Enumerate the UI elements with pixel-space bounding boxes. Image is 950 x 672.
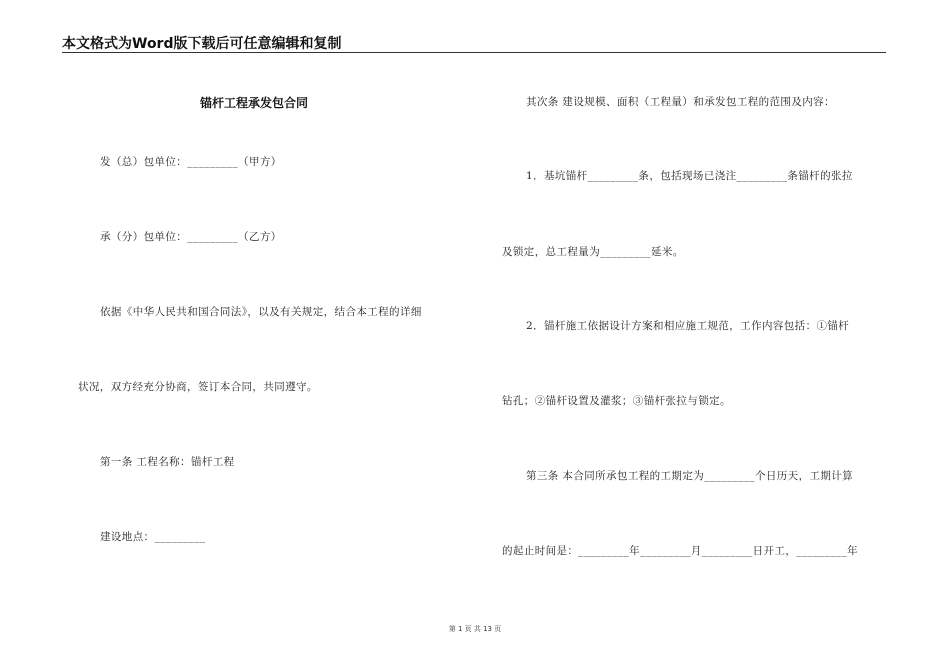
paragraph-line: 的起止时间是：_________年_________月_________日开工，_________年 (502, 545, 858, 557)
site-location-line: 建设地点：_________ (100, 531, 206, 543)
subcontractor-line: 承（分）包单位：_________（乙方） (100, 231, 282, 243)
paragraph-line: 依据《中华人民共和国合同法》，以及有关规定，结合本工程的详细 (100, 306, 422, 318)
page-footer: 第 1 页 共 13 页 (448, 625, 502, 633)
paragraph-line: 钻孔；②锚杆设置及灌浆；③锚杆张拉与锁定。 (502, 395, 731, 407)
paragraph-line: 1．基坑锚杆_________条，包括现场已浇注_________条锚杆的张拉 (526, 170, 853, 182)
document-banner: 本文格式为Word版下载后可任意编辑和复制 (62, 36, 342, 52)
article-two-line: 其次条 建设规模、面积（工程量）和承发包工程的范围及内容： (526, 96, 835, 108)
article-three-line: 第三条 本合同所承包工程的工期定为_________个日历天，工期计算 (526, 470, 854, 482)
paragraph-line: 状况，双方经充分协商，签订本合同，共同遵守。 (78, 381, 318, 393)
contract-title: 锚杆工程承发包合同 (200, 96, 309, 110)
left-column (70, 0, 470, 672)
contractor-line: 发（总）包单位：_________（甲方） (100, 156, 282, 168)
paragraph-line: 及锁定，总工程量为_________延米。 (502, 246, 684, 258)
article-one-line: 第一条 工程名称：锚杆工程 (100, 456, 235, 468)
right-column (500, 0, 885, 672)
paragraph-line: 2．锚杆施工依据设计方案和相应施工规范，工作内容包括：①锚杆 (526, 320, 850, 332)
